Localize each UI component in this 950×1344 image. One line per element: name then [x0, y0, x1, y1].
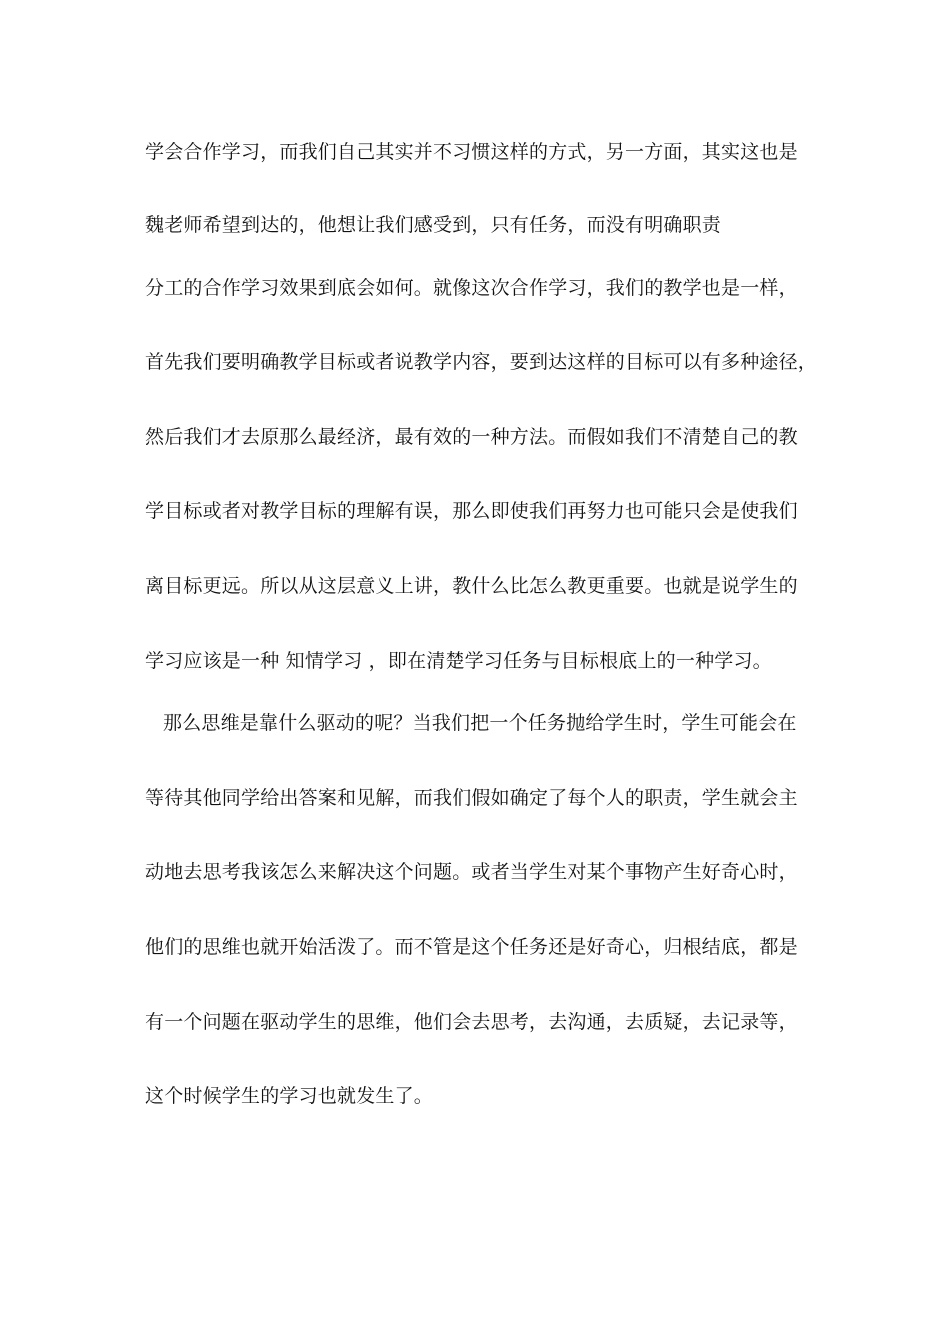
- text-line-11: 动地去思考我该怎么来解决这个问题。或者当学生对某个事物产生好奇心时，: [145, 861, 798, 883]
- paragraph-start-line: 那么思维是靠什么驱动的呢？当我们把一个任务抛给学生时，学生可能会在: [163, 712, 797, 734]
- text-line-1: 学会合作学习，而我们自己其实并不习惯这样的方式，另一方面，其实这也是: [145, 141, 798, 163]
- text-line-14: 这个时候学生的学习也就发生了。: [145, 1085, 434, 1107]
- text-line-10: 等待其他同学给出答案和见解，而我们假如确定了每个人的职责，学生就会主: [145, 787, 798, 809]
- text-line-2: 魏老师希望到达的，他想让我们感受到，只有任务，而没有明确职责: [145, 214, 722, 236]
- text-line-7: 离目标更远。所以从这层意义上讲，教什么比怎么教更重要。也就是说学生的: [145, 575, 798, 597]
- text-line-3: 分工的合作学习效果到底会如何。就像这次合作学习，我们的教学也是一样，: [145, 277, 798, 299]
- text-line-5: 然后我们才去原那么最经济，最有效的一种方法。而假如我们不清楚自己的教: [145, 426, 798, 448]
- text-line-12: 他们的思维也就开始活泼了。而不管是这个任务还是好奇心，归根结底，都是: [145, 936, 798, 958]
- text-line-8: 学习应该是一种 知情学习 ，即在清楚学习任务与目标根底上的一种学习。: [145, 650, 772, 672]
- text-line-6: 学目标或者对教学目标的理解有误，那么即使我们再努力也可能只会是使我们: [145, 500, 798, 522]
- text-line-4: 首先我们要明确教学目标或者说教学内容，要到达这样的目标可以有多种途径，: [145, 351, 818, 373]
- text-line-13: 有一个问题在驱动学生的思维，他们会去思考，去沟通，去质疑，去记录等，: [145, 1011, 798, 1033]
